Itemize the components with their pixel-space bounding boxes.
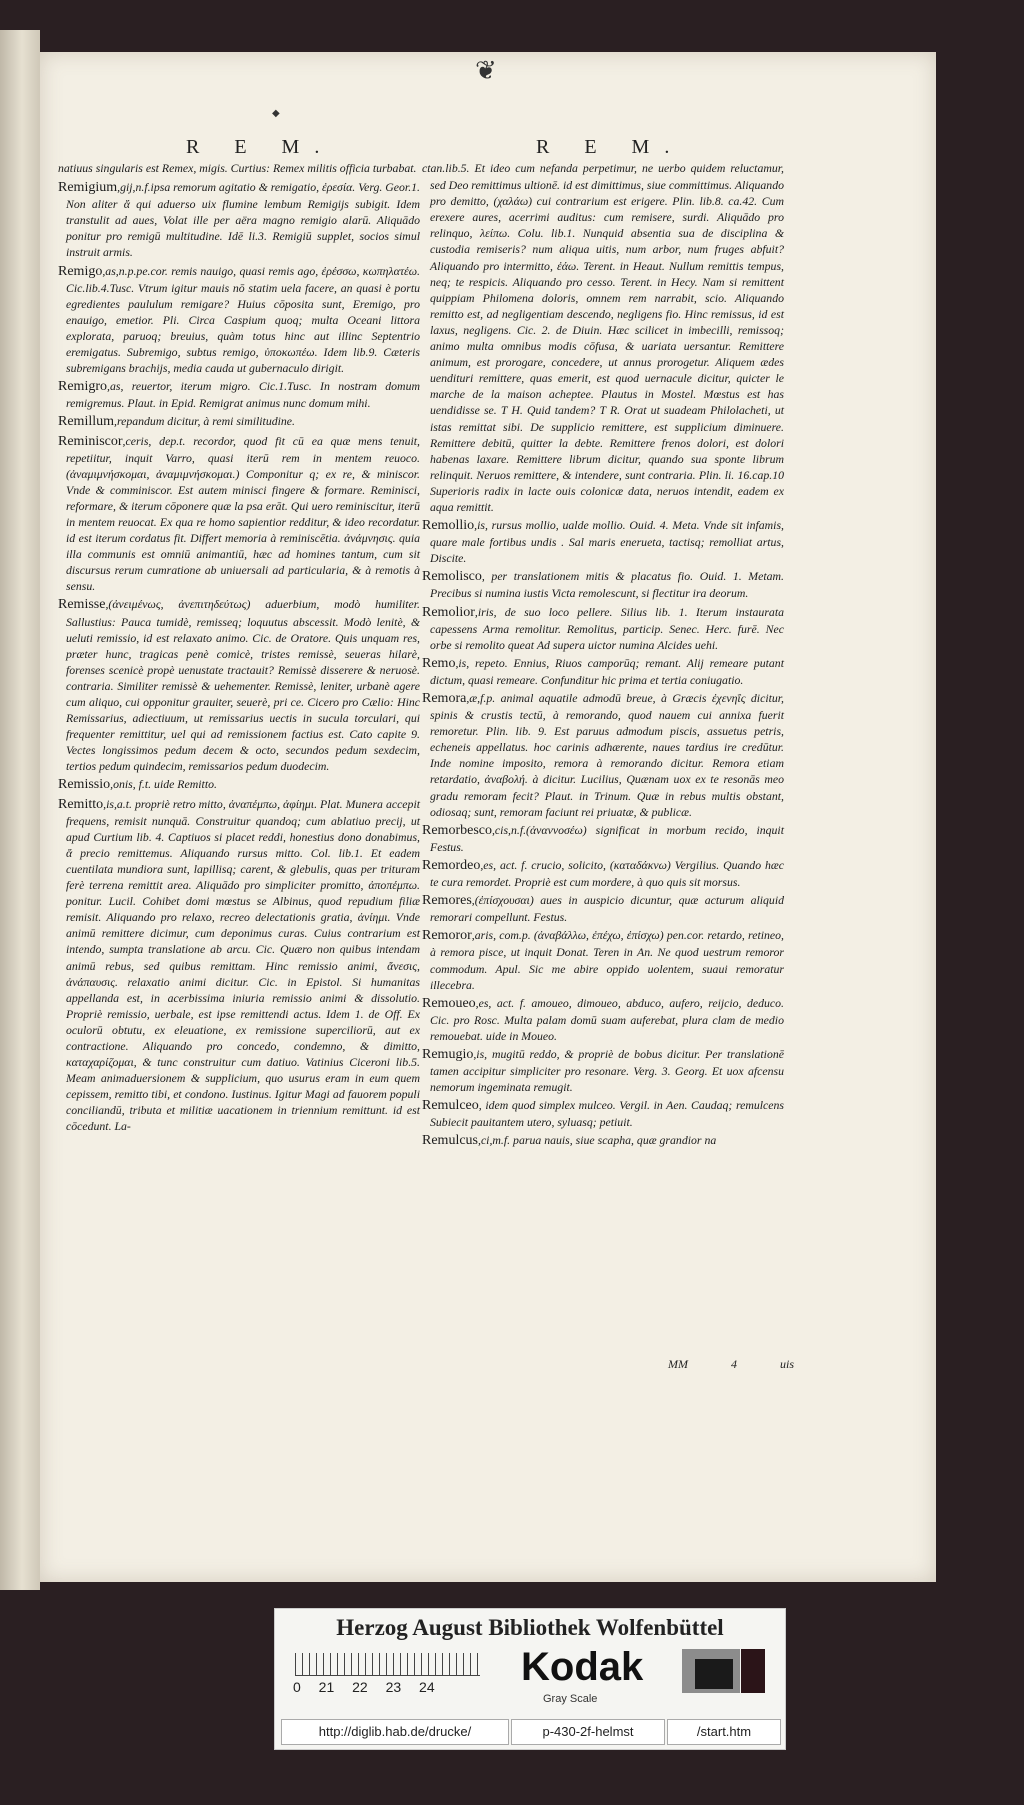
running-head-left: R E M. (186, 136, 335, 158)
entry-headword: Remordeo (422, 857, 481, 873)
dictionary-entry (422, 995, 784, 1044)
entry-text: ,iris, de suo loco pellere. Silius lib. 1. Iterum instaurata capessens Arma remolitur. Remolitus, particip. Senec. Herc. furē. Nec orbe si remolito queat Ad supera uictor numina Alcides uehi. (430, 604, 784, 652)
entry-headword: Remissio (58, 777, 111, 793)
entry-text: ,is, rursus mollio, ualde mollio. Ouid. 4. Meta. Vnde sit infamis, quare male fortibus undis . Sal maris enerueta, tactisq; remolliat artus, Discite. (430, 518, 784, 566)
dictionary-entry (422, 892, 784, 925)
entry-headword: Remulcus (422, 1133, 478, 1149)
entry-text: ,ceris, dep.t. recordor, quod fit cū ea quæ mens tenuit, repetiitur, inquit Varro, quasi iterū rem in mentem reuoco. (ἀναμιμνήσκομαι, ἀναμιμνήσκομαι.) Componitur q; ex re, & miniscor. Vnde & comminiscor. Est autem minisci fingere & formare. Reminisci, reformare, & iterum cōponere quæ la psa erāt. Qui uero reminiscitur, iterū in mentem reuocat. Ex qua re homo sapientior redditur, & ideo recordatur. id est iterum cordatus fit. Differt memoria à reminiscētia. ἀνάμνησις. quia illa communis est omniū animantiū, hæc ad homines tantum, cum sit discursus rerum cumratione ab uniuersali ad particularia, & à remotis à sensu. (66, 433, 420, 594)
entry-text: ,gij,n.f.ipsa remorum agitatio & remigatio, ἐρεσία. Verg. Geor.1. Non aliter ἅ qui aduerso uix flumine lembum Remigijs subigit. Idem transtulit ad aues, Volat ille per aëra magno remigio alarū. Aliquādo ponitur pro remigū multitudine. Idē li.3. Remigiū supplet, socios simul instruit armis. (66, 180, 421, 260)
entry-text: natiuus singularis est Remex, migis. Curtius: Remex militis officia turbabat. (58, 161, 417, 175)
entry-headword: Remoueo (422, 995, 476, 1011)
entry-text: ,ci,m.f. parua nauis, siue scapha, quæ grandior na (478, 1133, 717, 1148)
url-row (275, 1719, 785, 1743)
entry-headword: Remulceo (422, 1098, 479, 1114)
fleuron-ornament-icon: ❦ (475, 56, 497, 85)
book-page (40, 52, 936, 1582)
entry-headword: Remigium (58, 180, 118, 196)
entry-text: ,es, act. f. crucio, solicito, (καταδάκνω) Vergilius. Quando hæc te cura remordet. Propriè est cum mordere, à quo quis sit morsus. (430, 857, 784, 890)
dictionary-entry (422, 690, 784, 820)
entry-text: ,es, act. f. amoueo, dimoueo, abduco, aufero, reijcio, deduco. Cic. pro Rosc. Multa palam domū suam auferebat, plura clam de medio remouebat. uide in Moueo. (430, 995, 784, 1043)
dictionary-entry (422, 1046, 784, 1095)
dictionary-entry (422, 568, 784, 601)
dictionary-entry (422, 822, 784, 855)
entry-headword: Remoror (422, 928, 472, 944)
right-column (422, 160, 784, 1152)
entry-headword: Remillum (58, 414, 114, 430)
entry-headword: Remugio (422, 1046, 474, 1062)
entry-headword: Remitto (58, 796, 104, 812)
ruler-numbers: 0 21 22 23 24 (293, 1679, 435, 1695)
dictionary-entry (422, 927, 784, 992)
entry-text: ,is, repeto. Ennius, Riuos camporūq; remant. Alij remeare putant dictum, quasi remeare. Confunditur hic prima et tertia coniugatio. (430, 655, 784, 687)
entry-headword: Remo (422, 655, 456, 671)
kodak-logo: Kodak (521, 1645, 644, 1689)
dictionary-entry (58, 263, 420, 377)
color-target-card (274, 1608, 786, 1750)
black-swatch (695, 1659, 733, 1689)
dictionary-entry (58, 413, 420, 430)
dictionary-entry (58, 378, 420, 411)
previous-page-edge (0, 30, 40, 1590)
gray-scale-label: Gray Scale (543, 1693, 598, 1705)
entry-text: ,(ἐπίσχουσαι) aues in auspicio dicuntur, quæ acturum aliquid remorari compellunt. Festus. (430, 893, 784, 925)
entry-headword: Remorbesco (422, 822, 492, 838)
signature-mark: MM 4 uis (668, 1357, 794, 1371)
entry-text: ,cis,n.f.(ἀναννοσέω) significat in morbum recido, inquit Festus. (430, 822, 784, 854)
shelfmark: p-430-2f-helmst (511, 1719, 665, 1745)
dark-swatch (741, 1649, 765, 1693)
dictionary-entry (422, 604, 784, 653)
dictionary-entry (422, 517, 784, 566)
url-link[interactable]: http://diglib.hab.de/drucke/ (281, 1719, 509, 1745)
dictionary-entry (58, 179, 420, 260)
entry-text: ,(ἀνειμένως, ἀνεπιτηδεύτως) aduerbium, modò humiliter. Sallustius: Pauca tumidè, remisseq; loquutus abscessit. Modò lenitè, & ueluti remissio, id est relaxato animo. Cic. de Oratore. Quis unquam res, præter hunc, tragicas penè comicè, tristes remissè, seueras hilarè, forenses scenicè propè uenustate tractauit? Remissè disserere & neruosè. contraria. Similiter remissè & uehementer. Remissè, leniter, urbanè agere cum aliquo, cui opponitur grauiter, seuerè, pri ce. Cicero pro Cælio: Hinc Remissarius, adiectiuum, ut remissarius uectis in sucula torculari, qui frequenter remittitur, uel qui ad remissionem factius est. Cato capite 9. Vectes longissimos pedum decem & octo, secundos pedum sexdecim, tertios pedum quindecim, remissarios pedum duodecim. (66, 597, 420, 774)
running-head-right: R E M. (536, 136, 685, 158)
left-column (58, 160, 420, 1137)
entry-headword: Remora (422, 691, 467, 706)
dictionary-entry (58, 160, 420, 177)
entry-headword: Remigro (58, 379, 107, 395)
entry-headword: Remollio (422, 518, 475, 534)
entry-headword: Remigo (58, 263, 103, 279)
entry-text: ,is,a.t. propriè retro mitto, ἀναπέμπω, ἀφίημι. Plat. Munera accepit frequens, remisit nunquā. Construitur quandoq; cum ablatiuo precij, ut apud Curtium lib. 4. Captiuos si placet reddi, honestius dono donabimus, ἅ precio remittemus. Aliquando rursus mitto. Col. lib.1. Et eadem cuentilata mundiora sunt, lapillisq; carent, & glebulis, quas per trituram ferè terrena remittit area. Aliquādo pro simpliciter promitto, ἀποπέμπω. ponitur. Lucil. Cohibet domi mœstus se Albinus, quod repudium filiæ remisit. Aliquando pro relaxo, recreo delectationis gratia, ἀνίημι. Vnde animū remittere dicimur, cum deponimus curas. Cuius contrarium est intendo, sumpta translatione ab arcu. Cic. Quæro non quibus intendam animū rebus, sed quibus remittam. Hinc remissio animi, ἄνεσις, ἀνάπαυσις. relaxatio animi dicitur. Cic. in Epistol. Si humanitas appellanda est, in acerbissima iniuria remissio animi & dissolutio. Propriè remissio, uerbale, est ipse remittendi actus. Idem 1. de Off. Ex oculorū obtutu, ex eleuatione, ex remissione superciliorū, aut ex contractione. Aliquando pro concedo, condemno, & dimitto, καταχαρίζομαι, & tunc construitur cum datiuo. Vatinius Ciceroni lib.5. Meam animaduersionem & supplicium, quo usurus eram in eum quem cepissem, remitto tibi, et condono. Iustinus. Igitur Magi ad fauorem populi conciliandū, tributa et militiæ uacationem in triennium remittunt. id est cōcedunt. La- (66, 796, 420, 1134)
library-name: Herzog August Bibliothek Wolfenbüttel (336, 1615, 724, 1640)
dictionary-entry (422, 160, 784, 515)
dictionary-entry (422, 1132, 784, 1149)
dot-ornament-icon: ◆ (272, 108, 280, 119)
entry-headword: Remolior (422, 604, 475, 620)
dictionary-entry (422, 857, 784, 890)
entry-text: , per translationem mitis & placatus fio. Ouid. 1. Metam. Precibus si numina iustis Victa remolescunt, si flectitur ira deorum. (430, 569, 784, 601)
dictionary-entry (58, 776, 420, 793)
entry-text: ,æ,f.p. animal aquatile admodū breue, à Græcis ἐχενηΐς dicitur, spinis & crustis tectū, à remorando, quod nauem cui annixa fuerit remoretur. Plin. lib. 9. Est paruus admodum piscis, assuetus petris, echeneis appellatus. hoc carinis adhærente, naues tardius ire credūtur. Inde nomine imposito, remora à remorando dicitur. Remora etiam retardatio, ἀναβολή. à dicitur. Lucilius, Quænam uox ex te resonās meo gradu remoram fecit? Plaut. in Trinum. Quæ in rebus multis obstant, odiosaq; sunt, remoram faciunt rei priuatæ, & publicæ. (430, 691, 784, 819)
entry-text: ,as,n.p.pe.cor. remis nauigo, quasi remis ago, ἐρέσσω, κωπηλατέω. Cic.lib.4.Tusc. Vtrum igitur mauis nō statim uela facere, an quasi è portu egredientes paululum remigare? Huius cōposita sunt, Eremigo, pro enauigo, emetior. Pli. Circa Caspium quoq; multa Oceani littora explorata, paruoq; breuius, quàm totus hinc aut illinc Septentrio eremigatus. Subremigo, subtus remigo, ὑποκωπέω. Idem lib.9. Cæteris subremigans brachijs, media cauda ut gubernaculo dirigit. (66, 263, 420, 376)
entry-text: , idem quod simplex mulceo. Vergil. in Aen. Caudaq; remulcens Subiecit pauitantem utero, syluasq; petiuit. (430, 1098, 784, 1130)
entry-text: ,is, mugitū reddo, & propriè de bobus dicitur. Per translationē tamen accipitur simpliciter pro resonare. Verg. 3. Georg. Et uox afcensu nemorum ingeminata remugit. (430, 1046, 784, 1095)
entry-headword: Remolisco (422, 569, 482, 585)
entry-text: ,repandum dicitur, à remi similitudine. (114, 414, 295, 429)
entry-headword: Remores (422, 893, 472, 909)
dictionary-entry (58, 433, 420, 595)
entry-headword: Reminiscor (58, 433, 123, 449)
entry-text: ,aris, com.p. (ἀναβάλλω, ἐπέχω, ἐπίσχω) pen.cor. retardo, retineo, à remora pisce, ut inquit Donat. Teren in An. Ne quod uestrum remoror commodum. Apul. Sic me abire oppido uolentem, suaui remoratur illecebra. (430, 928, 784, 992)
dictionary-entry (58, 596, 420, 774)
entry-text: ctan.lib.5. Et ideo cum nefanda perpetimur, ne uerbo quidem reluctamur, sed Deo remittimus ultionē. id est dimittimus, siue committimus. Aliquando pro demitto, (χαλάω) cui contrarium est erigere. Plin. lib.8. ca.42. Cum erexere aures, acerrimi auditus: cum remisere, surdi. Aliquādo pro relinquo, λείπω. Colu. lib.1. Nunquid absentia sua de disciplina & custodia remiseris? num aliqua uitis, num arbor, num fruges abfuit? Aliquando pro intermitto, ἐάω. Terent. in Heaut. Nullum remittis tempus, neq; te respicis. Aliquando pro cesso. Terent. in Hecy. Nam si remittent quippiam Philomena doloris, omnem rem narrabit, scio. Aliquando remitto est, ad negligentiam descendo, negligens fio. Hinc remissus, id est laxus, negligens. Cic. 2. de Diuin. Hæc scilicet in imbecilli, remissoq; animo multa omnibus modis cōfusa, & uariata uersantur. Remittere animum, est prorogare, concedere, ut annus prorogetur. Aliquem ædes uendituri remittere, quas emerit, est quod uernacule dicitur, quicter le marche de la maison acheptee. Plautus in Mostel. Mœstus est has uendidisse se. T H. Quid tandem? T R. Orat ut suadeam Philolacheti, ut istas remittat sibi. De supplicio remittere, est supplicium diminuere. Remittere debitū, quitter la debte. Remittere frenos dolori, est dolori habenas laxare. Remittere librum dicitur, quando sua sponte librum relinquit. Neruos remittere, & intendere, sunt contraria. Plin. li. 16.cap.10 Superioris radix in lacte ouis colonicæ data, neruos intendit, eadem ex aqua remittit. (422, 161, 784, 514)
scale-ruler (295, 1653, 480, 1676)
dictionary-entry (58, 796, 420, 1135)
entry-text: ,as, reuertor, iterum migro. Cic.1.Tusc. In nostram domum remigremus. Plaut. in Epid. Remigrat animus nunc domum mihi. (66, 379, 420, 411)
start-link[interactable]: /start.htm (667, 1719, 781, 1745)
dictionary-entry (422, 655, 784, 688)
dictionary-entry (422, 1097, 784, 1130)
entry-text: ,onis, f.t. uide Remitto. (110, 777, 217, 792)
entry-headword: Remisse (58, 597, 106, 613)
